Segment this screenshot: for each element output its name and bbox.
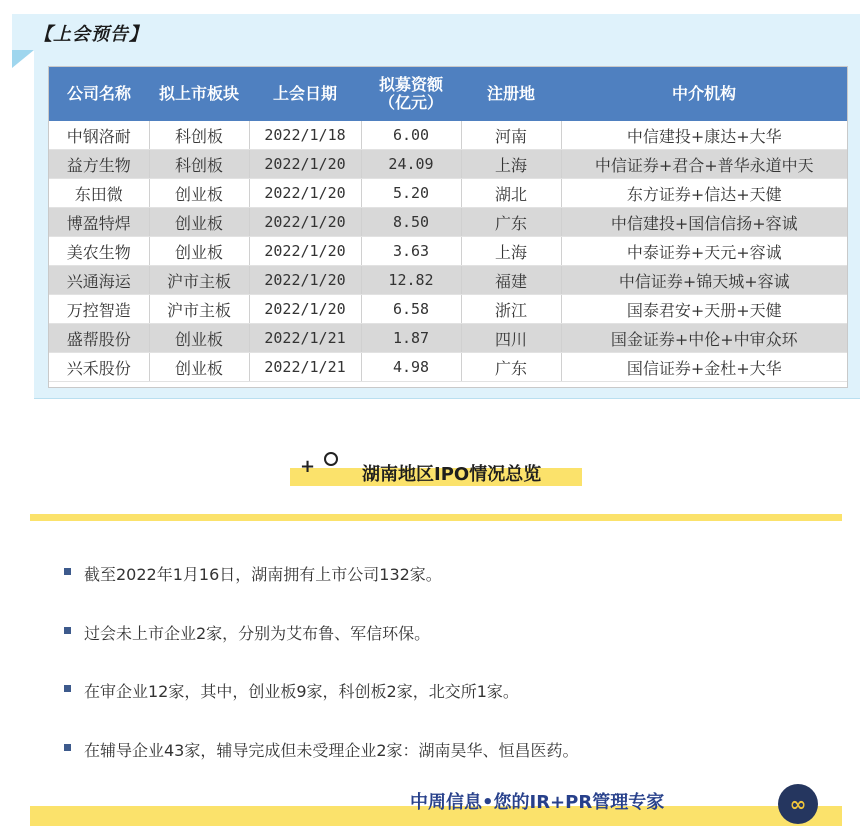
- table-row: [49, 353, 847, 382]
- table-cell: 2022/1/20: [249, 179, 361, 208]
- list-item-text: 过会未上市企业2家，分别为艾布鲁、军信环保。: [84, 623, 431, 643]
- table-cell: 5.20: [361, 179, 461, 208]
- table-cell: 美农生物: [49, 237, 149, 266]
- list-item-text: 在审企业12家，其中，创业板9家，科创板2家，北交所1家。: [84, 682, 519, 701]
- table-cell: 2022/1/21: [249, 353, 361, 382]
- square-bullet-icon: [64, 744, 71, 751]
- table-cell: 2022/1/18: [249, 121, 361, 150]
- table-cell: 2022/1/20: [249, 237, 361, 266]
- table-cell: 2022/1/20: [249, 266, 361, 295]
- table-cell: 2022/1/20: [249, 150, 361, 179]
- square-bullet-icon: [64, 685, 71, 692]
- table-cell: 6.00: [361, 121, 461, 150]
- table-cell: 12.82: [361, 266, 461, 295]
- column-header: 拟上市板块: [149, 67, 249, 121]
- section-heading: [290, 454, 582, 488]
- circle-icon: [324, 452, 338, 466]
- list-item-text: 在辅导企业43家，辅导完成但未受理企业2家：湖南昊华、恒昌医药。: [84, 740, 579, 760]
- table-cell: 中信证券+锦天城+容诚: [561, 266, 847, 295]
- table-cell: 湖北: [461, 179, 561, 208]
- table-cell: 创业板: [149, 353, 249, 382]
- column-header: 公司名称: [49, 67, 149, 121]
- table-row: [49, 266, 847, 295]
- column-header: 上会日期: [249, 67, 361, 121]
- table-cell: 6.58: [361, 295, 461, 324]
- table-cell: 中钢洛耐: [49, 121, 149, 150]
- table-cell: 盛帮股份: [49, 324, 149, 353]
- table-cell: 国信证券+金杜+大华: [561, 353, 847, 382]
- table-cell: 中泰证券+天元+容诚: [561, 237, 847, 266]
- bullet-list: [64, 558, 824, 792]
- table-cell: 兴通海运: [49, 266, 149, 295]
- brand-logo-icon: ∞: [778, 784, 818, 824]
- table-cell: 4.98: [361, 353, 461, 382]
- table-cell: 2022/1/21: [249, 324, 361, 353]
- table-cell: 河南: [461, 121, 561, 150]
- table-row: [49, 121, 847, 150]
- table-cell: 上海: [461, 237, 561, 266]
- table-cell: 上海: [461, 150, 561, 179]
- section-heading-title: 湖南地区IPO情况总览: [362, 464, 542, 485]
- square-bullet-icon: [64, 627, 71, 634]
- square-bullet-icon: [64, 568, 71, 575]
- banner-fold-decoration: [12, 50, 34, 68]
- table-row: [49, 237, 847, 266]
- table-cell: 中信建投+康达+大华: [561, 121, 847, 150]
- table-cell: 福建: [461, 266, 561, 295]
- section-title: 【上会预告】: [34, 24, 148, 45]
- table-cell: 创业板: [149, 324, 249, 353]
- section-banner: [12, 14, 860, 50]
- column-header: 中介机构: [561, 67, 847, 121]
- table-cell: 万控智造: [49, 295, 149, 324]
- table-cell: 兴禾股份: [49, 353, 149, 382]
- plus-icon: +: [300, 456, 316, 477]
- list-item: [64, 734, 824, 793]
- table-cell: 科创板: [149, 121, 249, 150]
- table-cell: 东田微: [49, 179, 149, 208]
- table-cell: 东方证券+信达+天健: [561, 179, 847, 208]
- table-cell: 2022/1/20: [249, 208, 361, 237]
- table-cell: 广东: [461, 353, 561, 382]
- table-row: [49, 179, 847, 208]
- table-cell: 广东: [461, 208, 561, 237]
- table-cell: 1.87: [361, 324, 461, 353]
- table-cell: 沪市主板: [149, 266, 249, 295]
- table-cell: 中信证券+君合+普华永道中天: [561, 150, 847, 179]
- table-cell: 2022/1/20: [249, 295, 361, 324]
- table-cell: 四川: [461, 324, 561, 353]
- list-item: [64, 558, 824, 617]
- table-cell: 浙江: [461, 295, 561, 324]
- divider-line: [30, 514, 842, 521]
- table-row: [49, 324, 847, 353]
- table-cell: 创业板: [149, 237, 249, 266]
- column-header: 注册地: [461, 67, 561, 121]
- column-header: 拟募资额 （亿元）: [361, 67, 461, 121]
- list-item: [64, 675, 824, 734]
- table-cell: 3.63: [361, 237, 461, 266]
- table-cell: 中信建投+国信信扬+容诚: [561, 208, 847, 237]
- list-item: [64, 617, 824, 676]
- list-item-text: 截至2022年1月16日，湖南拥有上市公司132家。: [84, 565, 442, 584]
- table-cell: 8.50: [361, 208, 461, 237]
- table-cell: 沪市主板: [149, 295, 249, 324]
- table-cell: 创业板: [149, 208, 249, 237]
- table-cell: 国泰君安+天册+天健: [561, 295, 847, 324]
- table-row: [49, 295, 847, 324]
- ipo-meeting-table: [48, 66, 848, 388]
- table-row: [49, 150, 847, 179]
- table-cell: 博盈特焊: [49, 208, 149, 237]
- table-cell: 24.09: [361, 150, 461, 179]
- table-cell: 国金证券+中伦+中审众环: [561, 324, 847, 353]
- table-cell: 益方生物: [49, 150, 149, 179]
- table-cell: 科创板: [149, 150, 249, 179]
- table-header-row: [49, 67, 847, 121]
- table-row: [49, 208, 847, 237]
- table-cell: 创业板: [149, 179, 249, 208]
- footer-slogan: 中周信息•您的IR+PR管理专家: [410, 792, 665, 813]
